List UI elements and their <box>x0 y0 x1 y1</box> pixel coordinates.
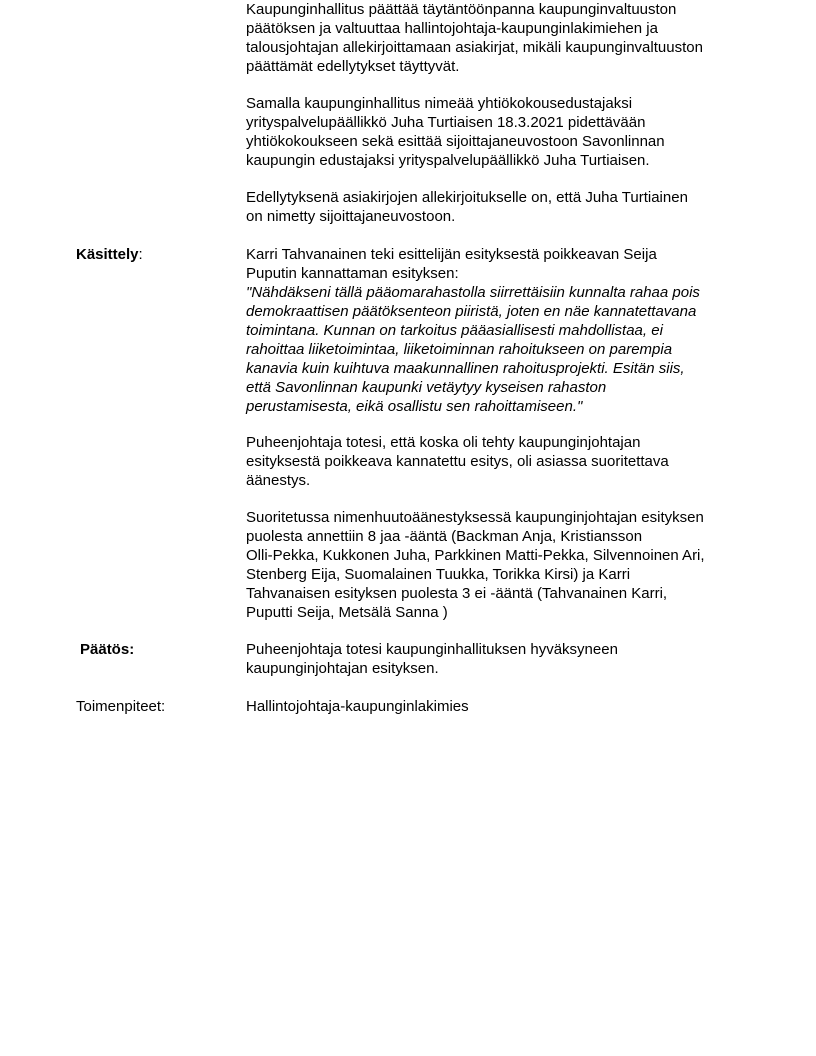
intro-p2-line: yrityspalvelupäällikkö Juha Turtiaisen 18.3.2021 pidettävään <box>246 114 646 131</box>
quote-line: perustamisesta, eikä osallistu sen rahoittamiseen." <box>246 398 583 415</box>
paatos-label: Päätös: <box>80 641 135 658</box>
kasittely-intro-line: Puputin kannattaman esityksen: <box>246 265 459 282</box>
intro-paragraph-3 <box>246 188 746 226</box>
quote-line: "Nähdäkseni tällä pääomarahastolla siirrettäisiin kunnalta rahaa pois <box>246 284 700 301</box>
kasittely-label-colon: : <box>138 246 143 263</box>
kasittely-paragraph-3 <box>246 508 746 622</box>
intro-paragraph-2 <box>246 94 746 170</box>
kasittely-p2-line: esityksestä poikkeava kannatettu esitys, oli asiassa suoritettava <box>246 453 669 470</box>
quote-line: kanavia kuin kuihtuva maakunnallinen rahoitusprojekti. Esitän siis, <box>246 360 685 377</box>
intro-p1-line: päättämät edellytykset täyttyvät. <box>246 58 460 75</box>
intro-p2-line: yhtiökokoukseen sekä esittää sijoittajaneuvostoon Savonlinnan <box>246 133 665 150</box>
intro-p2-line: Samalla kaupunginhallitus nimeää yhtiökokousedustajaksi <box>246 95 633 112</box>
kasittely-label <box>76 245 143 264</box>
kasittely-p3-line: Stenberg Eija, Suomalainen Tuukka, Torikka Kirsi) ja Karri <box>246 566 631 583</box>
kasittely-paragraph-2 <box>246 433 746 490</box>
kasittely-quote <box>246 283 746 416</box>
intro-p1-line: päätöksen ja valtuuttaa hallintojohtaja-kaupunginlakimiehen ja <box>246 20 658 37</box>
quote-line: toimintana. Kunnan on tarkoitus pääasiallisesti mahdollistaa, ei <box>246 322 663 339</box>
intro-p3-line: Edellytyksenä asiakirjojen allekirjoitukselle on, että Juha Turtiainen <box>246 189 688 206</box>
kasittely-p3-line: Suoritetussa nimenhuutoäänestyksessä kaupunginjohtajan esityksen <box>246 509 704 526</box>
intro-p1-line: talousjohtajan allekirjoittamaan asiakirjat, mikäli kaupunginvaltuuston <box>246 39 703 56</box>
kasittely-p3-line: Olli-Pekka, Kukkonen Juha, Parkkinen Matti-Pekka, Silvennoinen Ari, <box>246 547 705 564</box>
kasittely-p3-line: Puputti Seija, Metsälä Sanna ) <box>246 604 448 621</box>
toimenpiteet-label: Toimenpiteet: <box>76 698 166 715</box>
kasittely-intro <box>246 245 746 283</box>
paatos-line: kaupunginjohtajan esityksen. <box>246 660 439 677</box>
kasittely-intro-line: Karri Tahvanainen teki esittelijän esityksestä poikkeavan Seija <box>246 246 657 263</box>
quote-line: että Savonlinnan kaupunki vetäytyy kyseisen rahaston <box>246 379 607 396</box>
intro-p3-line: on nimetty sijoittajaneuvostoon. <box>246 208 456 225</box>
quote-line: demokraattisen päätöksenteon piiristä, joten en näe kannatettavana <box>246 303 697 320</box>
quote-line: rahoittaa liiketoimintaa, liiketoiminnan rahoitukseen on parempia <box>246 341 673 358</box>
kasittely-p3-line: Tahvanaisen esityksen puolesta 3 ei -ääntä (Tahvanainen Karri, <box>246 585 668 602</box>
intro-p2-line: kaupungin edustajaksi yrityspalvelupäällikkö Juha Turtiaisen. <box>246 152 650 169</box>
paatos-text <box>246 640 746 678</box>
kasittely-p2-line: Puheenjohtaja totesi, että koska oli tehty kaupunginjohtajan <box>246 434 641 451</box>
paatos-line: Puheenjohtaja totesi kaupunginhallituksen hyväksyneen <box>246 641 618 658</box>
kasittely-p2-line: äänestys. <box>246 472 311 489</box>
kasittely-p3-line: puolesta annettiin 8 jaa -ääntä (Backman Anja, Kristiansson <box>246 528 643 545</box>
kasittely-label-text: Käsittely <box>76 246 139 263</box>
intro-p1-line: Kaupunginhallitus päättää täytäntöönpanna kaupunginvaltuuston <box>246 1 677 18</box>
intro-paragraph-1 <box>246 0 746 76</box>
toimenpiteet-text: Hallintojohtaja-kaupunginlakimies <box>246 698 469 715</box>
